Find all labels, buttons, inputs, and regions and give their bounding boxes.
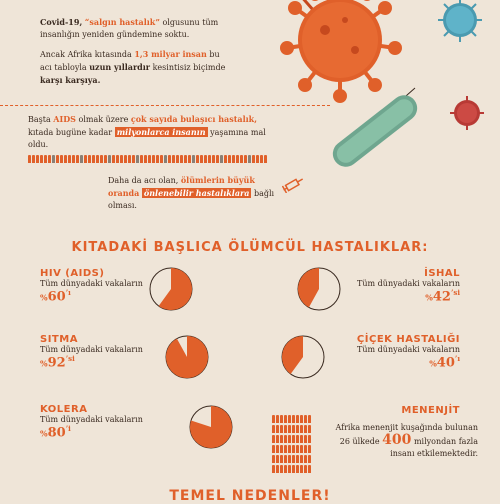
menenjit-text: milyondan fazla xyxy=(413,437,478,446)
person-icon xyxy=(64,155,67,163)
pie-slice xyxy=(298,268,319,307)
preventable-text: Daha da acı olan, xyxy=(108,176,179,185)
person-icon xyxy=(180,155,183,163)
disease-block xyxy=(330,334,460,370)
intro-text: Ancak Afrika kıtasında xyxy=(40,50,132,59)
person-icon xyxy=(52,155,55,163)
person-icon xyxy=(152,155,155,163)
person-icon xyxy=(308,465,311,473)
disease-sub: Tüm dünyadaki vakaların xyxy=(40,415,143,424)
teal-virus-icon xyxy=(438,0,482,42)
person-icon xyxy=(104,155,107,163)
person-icon xyxy=(160,155,163,163)
intro-quote: “salgın hastalık” xyxy=(84,17,160,27)
contagious-highlight: çok sayıda bulaşıcı hastalık, xyxy=(130,114,257,124)
person-icon xyxy=(204,155,207,163)
menenjit-line2 xyxy=(318,434,478,448)
person-icon xyxy=(184,155,187,163)
person-icon xyxy=(44,155,47,163)
disease-sub: Tüm dünyadaki vakaların xyxy=(357,345,460,354)
intro-paragraph-2 xyxy=(40,48,230,87)
person-icon xyxy=(48,155,51,163)
disease-name: İSHAL xyxy=(424,268,460,279)
disease-name: HIV (AIDS) xyxy=(40,268,105,279)
person-icon xyxy=(112,155,115,163)
disease-pct xyxy=(40,424,170,440)
person-icon xyxy=(172,155,175,163)
deaths-highlight: ölümlerin büyük oranda xyxy=(108,175,255,198)
disease-pie-chart xyxy=(188,404,234,450)
disease-name: KOLERA xyxy=(40,404,88,415)
pct-prefix: % xyxy=(40,358,48,369)
person-icon xyxy=(256,155,259,163)
pct-value: 80 xyxy=(47,425,66,441)
person-icon xyxy=(300,465,303,473)
person-icon xyxy=(264,155,267,163)
intro-bold: uzun yıllardır xyxy=(89,62,151,72)
disease-name: SITMA xyxy=(40,334,78,345)
footer-title: TEMEL NEDENLER! xyxy=(169,488,331,504)
people-grid xyxy=(272,408,312,468)
person-icon xyxy=(288,465,291,473)
person-icon xyxy=(196,155,199,163)
disease-block xyxy=(40,404,170,440)
preventable-paragraph xyxy=(108,174,278,212)
intro-paragraph-1 xyxy=(40,16,230,41)
person-icon xyxy=(248,155,251,163)
disease-sub: Tüm dünyadaki vakaların xyxy=(357,279,460,288)
person-icon xyxy=(244,155,247,163)
people-grid-row xyxy=(272,458,312,468)
disease-pie-chart xyxy=(148,266,194,312)
person-icon xyxy=(272,465,275,473)
person-icon xyxy=(164,155,167,163)
person-icon xyxy=(232,155,235,163)
person-icon xyxy=(216,155,219,163)
disease-block xyxy=(40,334,170,370)
person-icon xyxy=(212,155,215,163)
pct-suffix: ’si xyxy=(65,354,75,363)
person-icon xyxy=(140,155,143,163)
pct-prefix: % xyxy=(40,292,48,303)
person-icon xyxy=(72,155,75,163)
aids-text: kıtada bugüne kadar xyxy=(28,128,113,137)
person-icon xyxy=(144,155,147,163)
person-icon xyxy=(32,155,35,163)
person-icon xyxy=(240,155,243,163)
person-icon xyxy=(132,155,135,163)
pct-prefix: % xyxy=(40,428,48,439)
aids-label: AIDS xyxy=(53,114,76,124)
intro-text: bu acı tabloyla xyxy=(40,50,220,72)
pct-value: 60 xyxy=(47,289,66,305)
person-icon xyxy=(40,155,43,163)
person-icon xyxy=(88,155,91,163)
person-icon xyxy=(56,155,59,163)
person-icon xyxy=(260,155,263,163)
person-icon xyxy=(236,155,239,163)
person-icon xyxy=(120,155,123,163)
person-icon xyxy=(208,155,211,163)
intro-covid: Covid-19, xyxy=(40,17,83,27)
pct-suffix: ’si xyxy=(450,288,460,297)
pct-value: 40 xyxy=(436,355,455,371)
disease-pie-chart xyxy=(280,334,326,380)
person-icon xyxy=(200,155,203,163)
aids-paragraph xyxy=(28,113,268,151)
pie-slice xyxy=(159,268,192,310)
person-icon xyxy=(292,465,295,473)
disease-sub: Tüm dünyadaki vakaların xyxy=(40,279,143,288)
person-icon xyxy=(60,155,63,163)
person-icon xyxy=(284,465,287,473)
aids-text: yaşamına mal oldu. xyxy=(28,128,266,149)
person-icon xyxy=(36,155,39,163)
menenjit-countries: 26 ülkede xyxy=(339,437,380,446)
person-icon xyxy=(84,155,87,163)
disease-pct xyxy=(40,354,170,370)
person-icon xyxy=(276,465,279,473)
person-icon xyxy=(124,155,127,163)
people-grid-row xyxy=(272,428,312,438)
person-icon xyxy=(148,155,151,163)
person-icon xyxy=(28,155,31,163)
people-grid-row xyxy=(272,438,312,448)
person-icon xyxy=(188,155,191,163)
person-icon xyxy=(108,155,111,163)
person-icon xyxy=(176,155,179,163)
disease-block xyxy=(330,268,460,304)
section-title: KITADAKİ BAŞLICA ÖLÜMCÜL HASTALIKLAR: xyxy=(71,240,429,255)
person-icon xyxy=(128,155,131,163)
person-icon xyxy=(304,465,307,473)
preventable-text: bağlı olması. xyxy=(108,189,275,210)
person-icon xyxy=(80,155,83,163)
disease-name: ÇİÇEK HASTALIĞI xyxy=(356,334,460,345)
person-icon xyxy=(168,155,171,163)
person-icon xyxy=(96,155,99,163)
aids-text: olmak üzere xyxy=(78,115,129,124)
red-virus-icon xyxy=(450,96,484,130)
pct-suffix: ’ı xyxy=(454,354,460,363)
person-icon xyxy=(76,155,79,163)
person-icon xyxy=(100,155,103,163)
people-grid-row xyxy=(272,448,312,458)
preventable-box: önlenebilir hastalıklara xyxy=(143,188,250,198)
pct-suffix: ’i xyxy=(65,424,71,433)
aids-text: Başta xyxy=(28,115,51,124)
person-icon xyxy=(228,155,231,163)
person-icon xyxy=(220,155,223,163)
disease-sub: Tüm dünyadaki vakaların xyxy=(40,345,143,354)
pct-value: 42 xyxy=(432,289,451,305)
person-icon xyxy=(192,155,195,163)
disease-pct xyxy=(330,288,460,304)
person-icon xyxy=(280,465,283,473)
millions-box: milyonlarca insanın xyxy=(116,127,206,137)
intro-text: kesintisiz biçimde xyxy=(152,63,226,72)
pie-slice xyxy=(166,336,208,378)
person-icon xyxy=(252,155,255,163)
pct-prefix: % xyxy=(425,292,433,303)
person-icon xyxy=(116,155,119,163)
pct-suffix: ’ı xyxy=(65,288,71,297)
person-icon xyxy=(136,155,139,163)
menenjit-title: MENENJİT xyxy=(401,405,460,416)
disease-pie-chart xyxy=(164,334,210,380)
disease-pie-chart xyxy=(296,266,342,312)
person-icon xyxy=(68,155,71,163)
disease-pct xyxy=(330,354,460,370)
person-icon xyxy=(92,155,95,163)
menenjit-number: 400 xyxy=(382,432,412,448)
person-icon xyxy=(156,155,159,163)
menenjit-text xyxy=(318,422,478,460)
people-grid-row xyxy=(272,418,312,428)
intro-text: olgusunu tüm insanlığın yeniden gündemine soktu. xyxy=(40,18,219,39)
syringe-icon xyxy=(282,175,306,193)
pct-value: 92 xyxy=(47,355,66,371)
population-highlight: 1,3 milyar insan xyxy=(134,49,207,59)
people-row xyxy=(28,148,268,167)
menenjit-line3: insanı etkilemektedir. xyxy=(390,449,478,458)
intro-bold: karşı karşıya. xyxy=(40,75,101,85)
coronavirus-icon xyxy=(280,0,402,103)
people-grid-row xyxy=(272,408,312,418)
menenjit-line1: Afrika menenjit kuşağında bulunan xyxy=(335,423,478,432)
person-icon xyxy=(224,155,227,163)
person-icon xyxy=(296,465,299,473)
pct-prefix: % xyxy=(429,358,437,369)
